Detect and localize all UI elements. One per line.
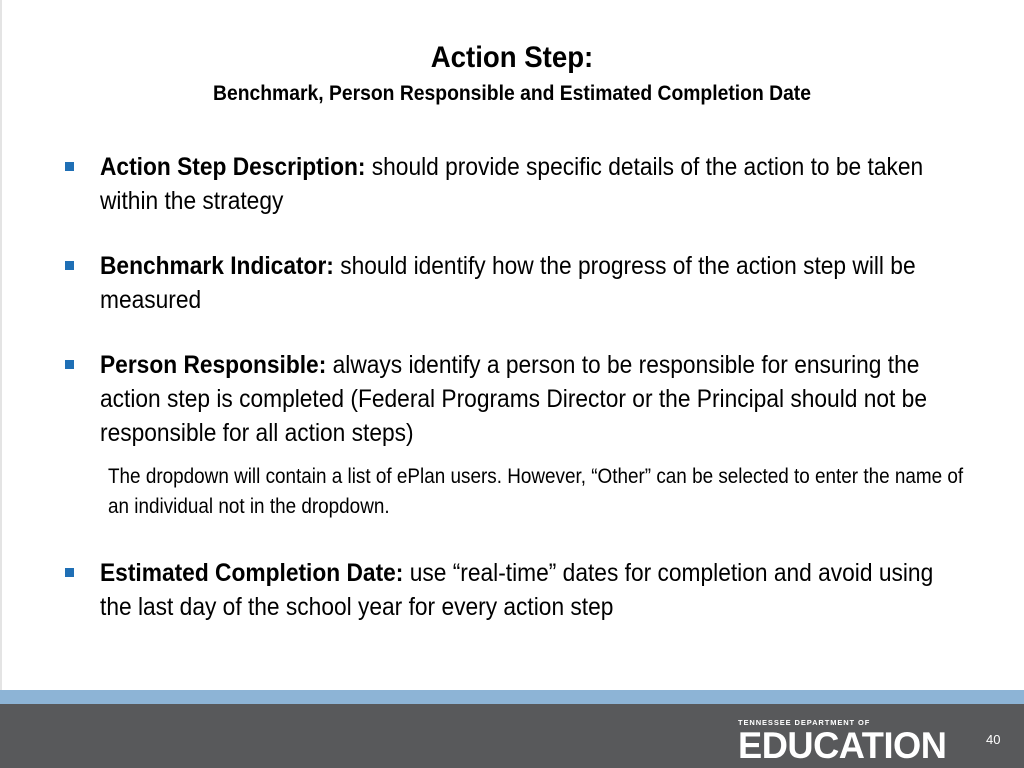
footer-bar [0, 704, 1024, 768]
bullet-estimated-completion-date [100, 556, 980, 624]
bullet-action-step-description [100, 150, 980, 218]
bullet-benchmark-indicator [100, 249, 980, 317]
bullet-term: Benchmark Indicator: [100, 252, 334, 280]
bullet-term: Action Step Description: [100, 153, 366, 181]
bullet-term: Estimated Completion Date: [100, 559, 404, 587]
page-number: 40 [986, 732, 1001, 747]
square-bullet-icon [65, 261, 74, 270]
bullet-text: always identify a person to be responsible for ensuring the action step is completed (Federal Programs Director or the Principal should not be responsible for all action steps) [100, 351, 927, 447]
slide-title: Action Step: [430, 41, 594, 74]
footer-stripe [0, 690, 1024, 704]
bullet-text: use “real-time” dates for completion and avoid using the last day of the school year for every action step [100, 559, 934, 621]
bullet-person-responsible [100, 348, 980, 450]
dropdown-note [108, 462, 988, 522]
square-bullet-icon [65, 360, 74, 369]
tn-education-logo [738, 718, 970, 765]
bullet-term: Person Responsible: [100, 351, 327, 379]
slide-subtitle: Benchmark, Person Responsible and Estimated Completion Date [213, 82, 811, 105]
bullet-text: should identify how the progress of the action step will be measured [100, 252, 916, 314]
square-bullet-icon [65, 568, 74, 577]
note-text: The dropdown will contain a list of ePlan users. However, “Other” can be selected to enter the name of an individual not in the dropdown. [108, 465, 964, 518]
square-bullet-icon [65, 162, 74, 171]
logo-top-text: TENNESSEE DEPARTMENT OF [738, 718, 871, 727]
bullet-text: should provide specific details of the action to be taken within the strategy [100, 153, 924, 215]
bullet-list [0, 150, 1024, 624]
logo-main-text: EDUCATION [738, 725, 947, 766]
